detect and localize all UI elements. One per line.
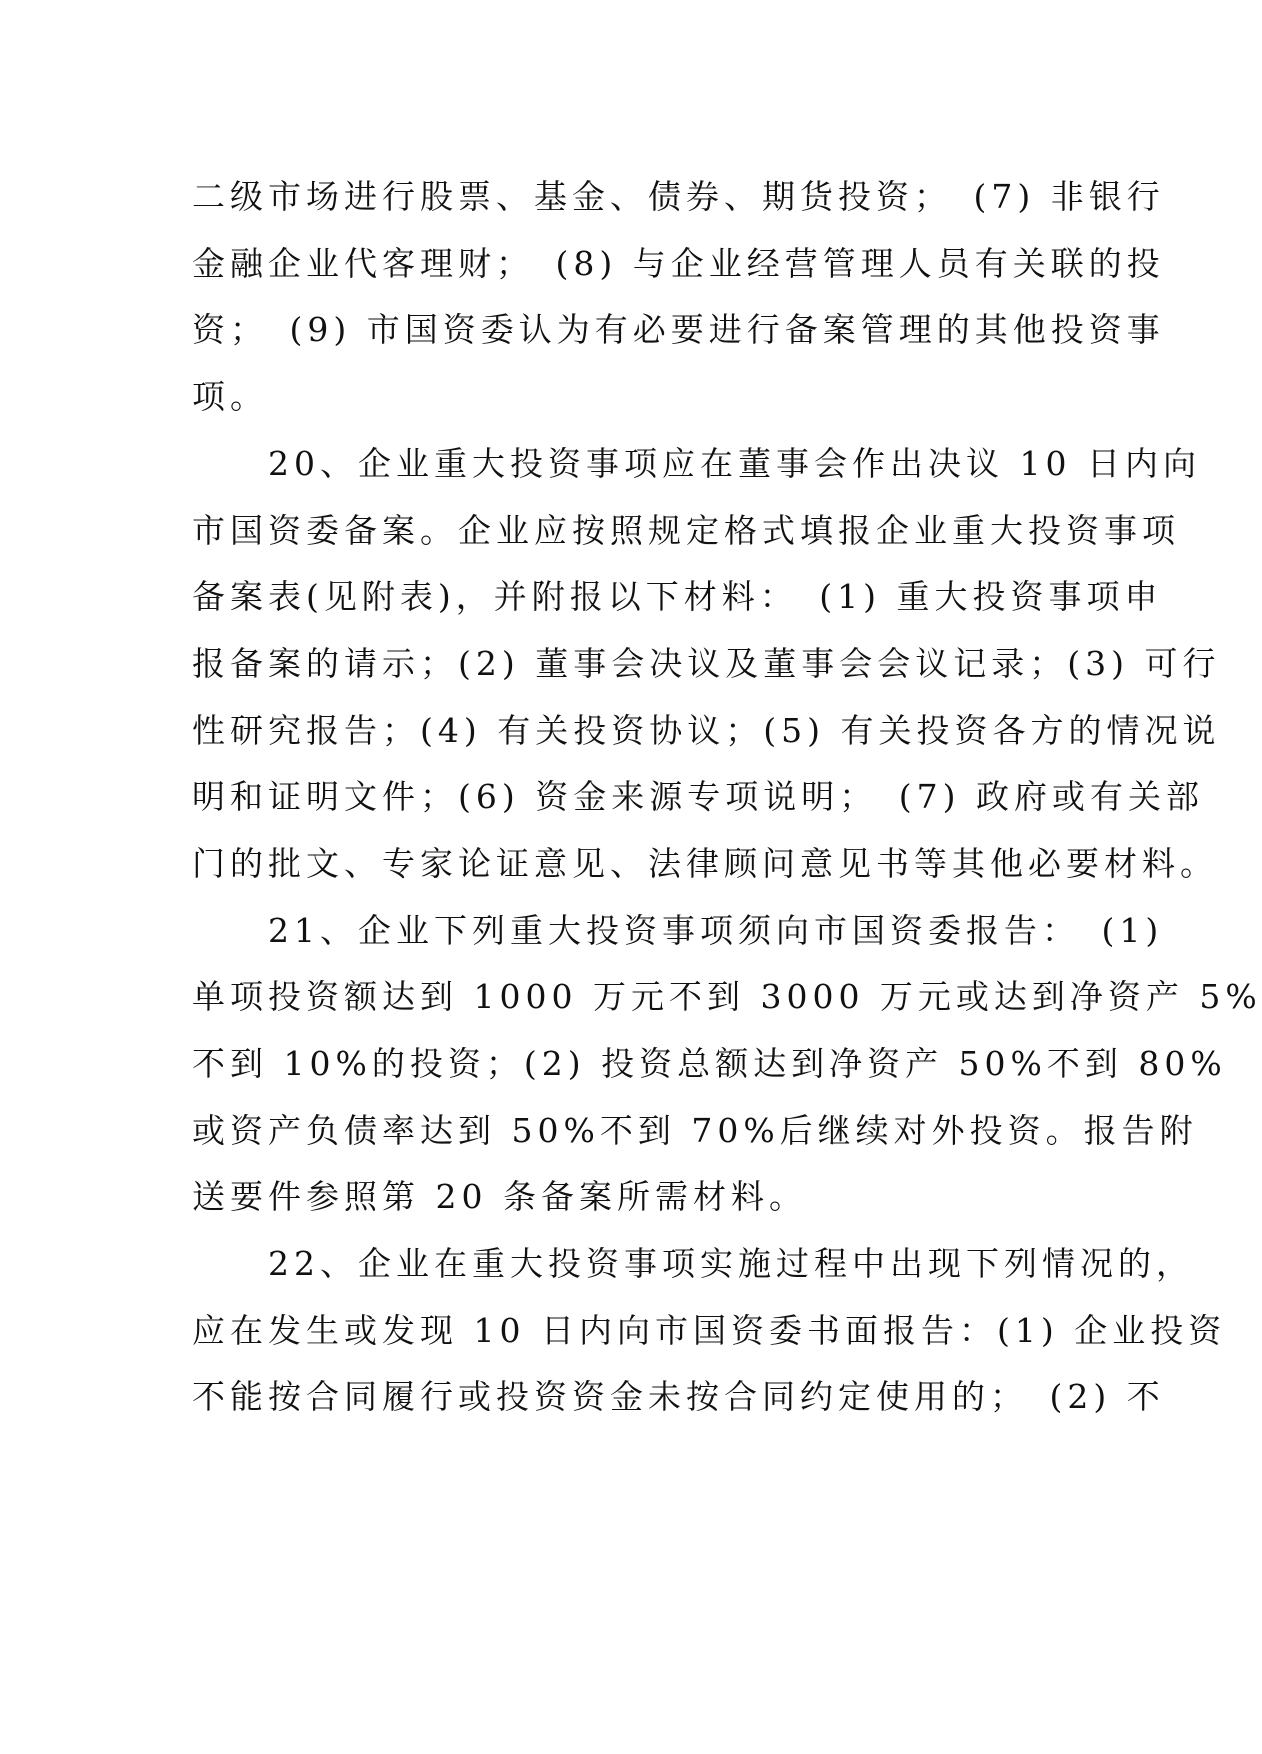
text-line: 单项投资额达到 1000 万元不到 3000 万元或达到净资产 5% [192, 977, 1262, 1016]
text-line: 门的批文、专家论证意见、法律顾问意见书等其他必要材料。 [192, 844, 1218, 883]
text-line: 送要件参照第 20 条备案所需材料。 [192, 1177, 807, 1216]
text-line: 资； (9) 市国资委认为有必要进行备案管理的其他投资事 [192, 310, 1165, 349]
text-line: 性研究报告；(4) 有关投资协议；(5) 有关投资各方的情况说 [192, 711, 1221, 750]
text-line: 明和证明文件；(6) 资金来源专项说明； (7) 政府或有关部 [192, 777, 1204, 816]
text-line: 报备案的请示；(2) 董事会决议及董事会会议记录；(3) 可行 [192, 644, 1221, 683]
text-line: 市国资委备案。企业应按照规定格式填报企业重大投资事项 [192, 511, 1180, 550]
text-line: 或资产负债率达到 50%不到 70%后继续对外投资。报告附 [192, 1111, 1198, 1150]
text-line: 20、企业重大投资事项应在董事会作出决议 10 日内向 [192, 444, 1201, 483]
text-line: 应在发生或发现 10 日内向市国资委书面报告：(1) 企业投资 [192, 1311, 1227, 1350]
text-line: 不到 10%的投资；(2) 投资总额达到净资产 50%不到 80% [192, 1044, 1227, 1083]
text-line: 备案表(见附表)，并附报以下材料： (1) 重大投资事项申 [192, 577, 1163, 616]
text-line: 二级市场进行股票、基金、债券、期货投资； (7) 非银行 [192, 177, 1165, 216]
text-line: 项。 [192, 377, 268, 416]
text-line: 金融企业代客理财； (8) 与企业经营管理人员有关联的投 [192, 244, 1165, 283]
text-line: 不能按合同履行或投资资金未按合同约定使用的； (2) 不 [192, 1377, 1165, 1416]
text-line: 21、企业下列重大投资事项须向市国资委报告： (1) [192, 911, 1164, 950]
text-line: 22、企业在重大投资事项实施过程中出现下列情况的， [192, 1244, 1194, 1283]
